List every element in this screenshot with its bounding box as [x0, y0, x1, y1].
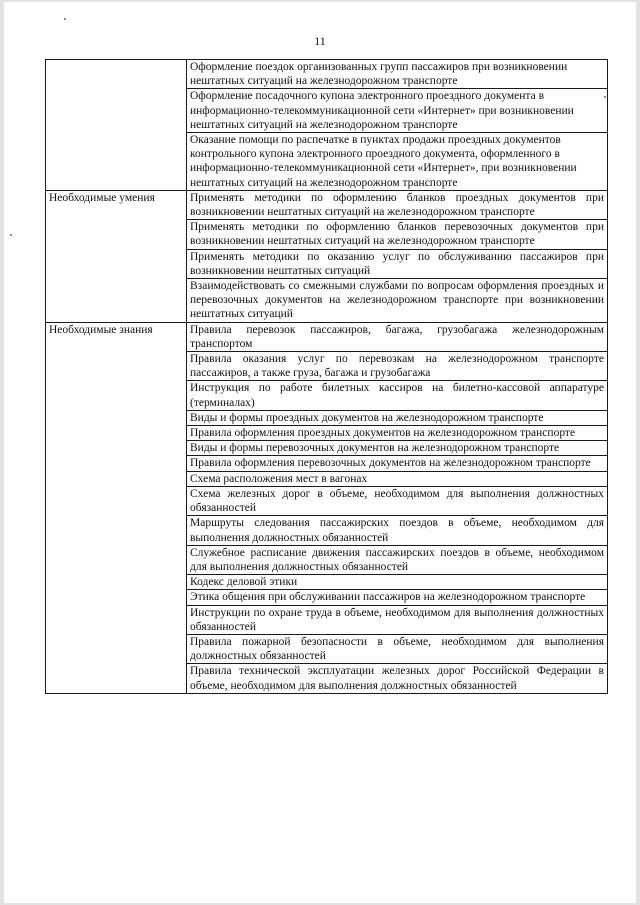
- table-cell: Кодекс деловой этики: [187, 575, 608, 590]
- table-cell: Оформление поездок организованных групп пассажиров при возникновении нештатных ситуаций на железнодорожном транспорте: [187, 60, 608, 89]
- table-row: [46, 60, 608, 89]
- table-cell: Применять методики по оказанию услуг по обслуживанию пассажиров при возникновении нештатных ситуаций: [187, 249, 608, 278]
- scan-speck: [64, 18, 66, 20]
- section-label-knowledge: Необходимые знания: [46, 322, 187, 693]
- table-cell: Схема железных дорог в объеме, необходимом для выполнения должностных обязанностей: [187, 486, 608, 515]
- section-label-continued: [46, 60, 187, 191]
- table-cell: Оказание помощи по распечатке в пунктах продажи проездных документов контрольного купона электронного проездного документа, оформленного в информационно-телекоммуникационной сети «Интернет», при возникновении нештатных ситуаций на железнодорожном транспорте: [187, 133, 608, 191]
- table-cell: Правила перевозок пассажиров, багажа, грузобагажа железнодорожным транспортом: [187, 322, 608, 351]
- table-cell: Правила оформления проездных документов на железнодорожном транспорте: [187, 426, 608, 441]
- table-cell: Схема расположения мест в вагонах: [187, 471, 608, 486]
- table-cell: Этика общения при обслуживании пассажиров на железнодорожном транспорте: [187, 590, 608, 605]
- table-cell: Маршруты следования пассажирских поездов в объеме, необходимом для выполнения должностных обязанностей: [187, 516, 608, 545]
- table-cell: Виды и формы перевозочных документов на железнодорожном транспорте: [187, 441, 608, 456]
- scan-speck: [10, 234, 12, 236]
- table-cell: Применять методики по оформлению бланков проездных документов при возникновении нештатных ситуаций на железнодорожном транспорте: [187, 190, 608, 219]
- table-row: [46, 322, 608, 351]
- page-number: 11: [314, 34, 326, 48]
- section-label-skills: Необходимые умения: [46, 190, 187, 322]
- table-cell: Оформление посадочного купона электронного проездного документа в информационно-телекоммуникационной сети «Интернет» при возникновении нештатных ситуаций на железнодорожном транспорте: [187, 89, 608, 133]
- table-cell: Применять методики по оформлению бланков перевозочных документов при возникновении нештатных ситуаций на железнодорожном транспорте: [187, 220, 608, 249]
- table-cell: Взаимодействовать со смежными службами по вопросам оформления проездных и перевозочных документов на железнодорожном транспорте при возникновении нештатных ситуаций: [187, 279, 608, 323]
- requirements-table: [45, 59, 608, 694]
- table-row: [46, 190, 608, 219]
- table-cell: Правила технической эксплуатации железных дорог Российской Федерации в объеме, необходимом для выполнения должностных обязанностей: [187, 664, 608, 693]
- table-cell: Служебное расписание движения пассажирских поездов в объеме, необходимом для выполнения должностных обязанностей: [187, 545, 608, 574]
- table-cell: Инструкция по работе билетных кассиров на билетно-кассовой аппаратуре (терминалах): [187, 381, 608, 410]
- table-cell: Правила оказания услуг по перевозкам на железнодорожном транспорте пассажиров, а также груза, багажа и грузобагажа: [187, 352, 608, 381]
- table-cell: Правила пожарной безопасности в объеме, необходимом для выполнения должностных обязанностей: [187, 634, 608, 663]
- document-page: [4, 2, 636, 903]
- table-cell: Правила оформления перевозочных документов на железнодорожном транспорте: [187, 456, 608, 471]
- table-cell: Виды и формы проездных документов на железнодорожном транспорте: [187, 410, 608, 425]
- table-cell: Инструкции по охране труда в объеме, необходимом для выполнения должностных обязанностей: [187, 605, 608, 634]
